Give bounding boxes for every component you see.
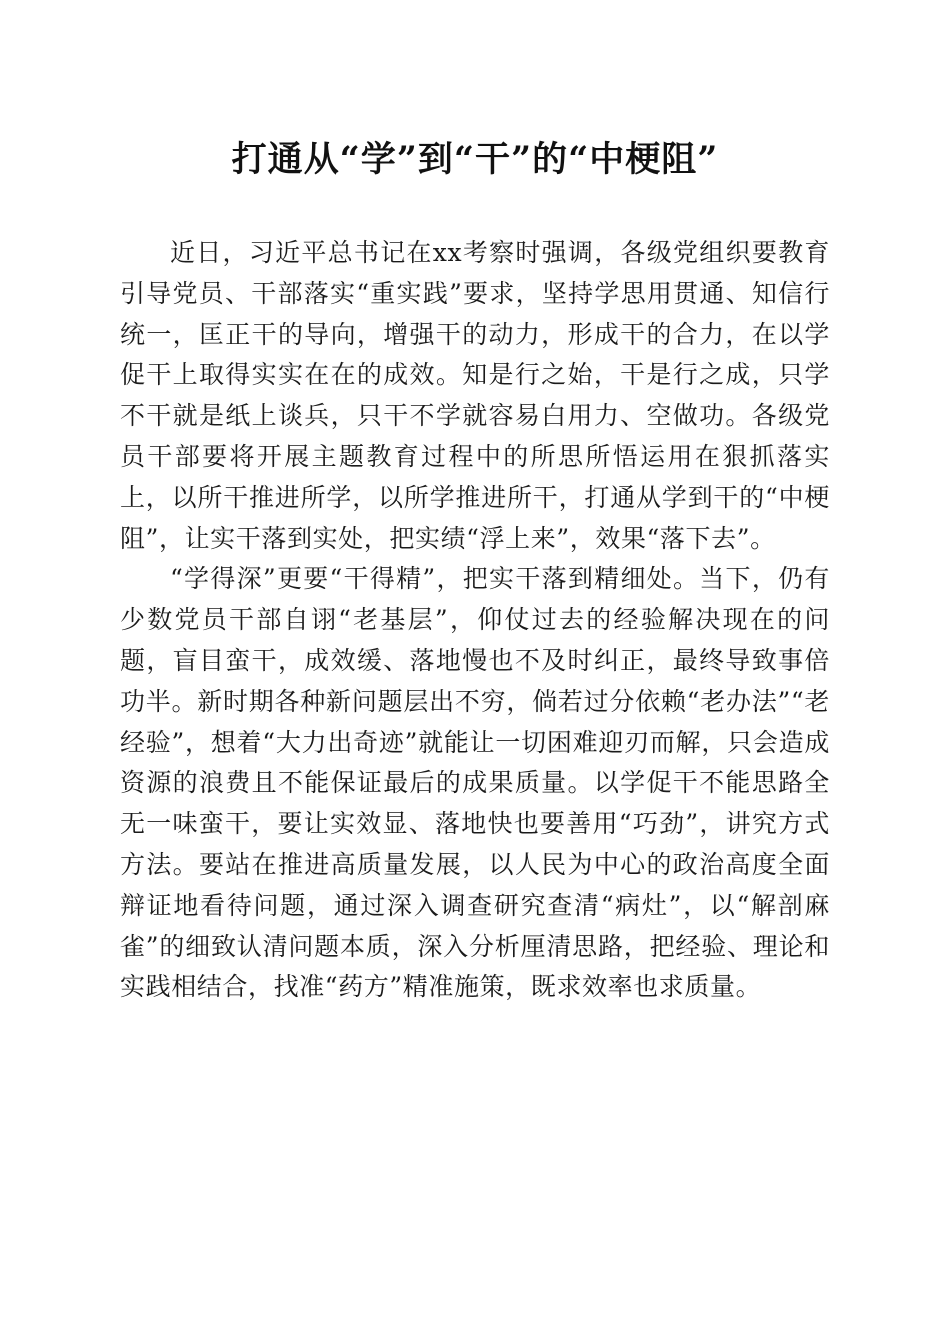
document-body bbox=[120, 233, 830, 1008]
paragraph-1: 近日，习近平总书记在xx考察时强调，各级党组织要教育引导党员、干部落实“重实践”要求，坚持学思用贯通、知信行统一，匡正干的导向，增强干的动力，形成干的合力，在以学促干上取得实实在在的成效。知是行之始，干是行之成，只学不干就是纸上谈兵，只干不学就容易白用力、空做功。各级党员干部要将开展主题教育过程中的所思所悟运用在狠抓落实上，以所干推进所学，以所学推进所干，打通从学到干的“中梗阻”，让实干落到实处，把实绩“浮上来”，效果“落下去”。 bbox=[120, 238, 830, 553]
document-title: 打通从“学”到“干”的“中梗阻” bbox=[231, 139, 719, 180]
paragraph-2: “学得深”更要“干得精”，把实干落到精细处。当下，仍有少数党员干部自诩“老基层”，仰仗过去的经验解决现在的问题，盲目蛮干，成效缓、落地慢也不及时纠正，最终导致事倍功半。新时期各种新问题层出不穷，倘若过分依赖“老办法”“老经验”，想着“大力出奇迹”就能让一切困难迎刃而解，只会造成资源的浪费且不能保证最后的成果质量。以学促干不能思路全无一味蛮干，要让实效显、落地快也要善用“巧劲”，讲究方式方法。要站在推进高质量发展，以人民为中心的政治高度全面辩证地看待问题，通过深入调查研究查清“病灶”，以“解剖麻雀”的细致认清问题本质，深入分析厘清思路，把经验、理论和实践相结合，找准“药方”精准施策，既求效率也求质量。 bbox=[120, 564, 830, 1002]
